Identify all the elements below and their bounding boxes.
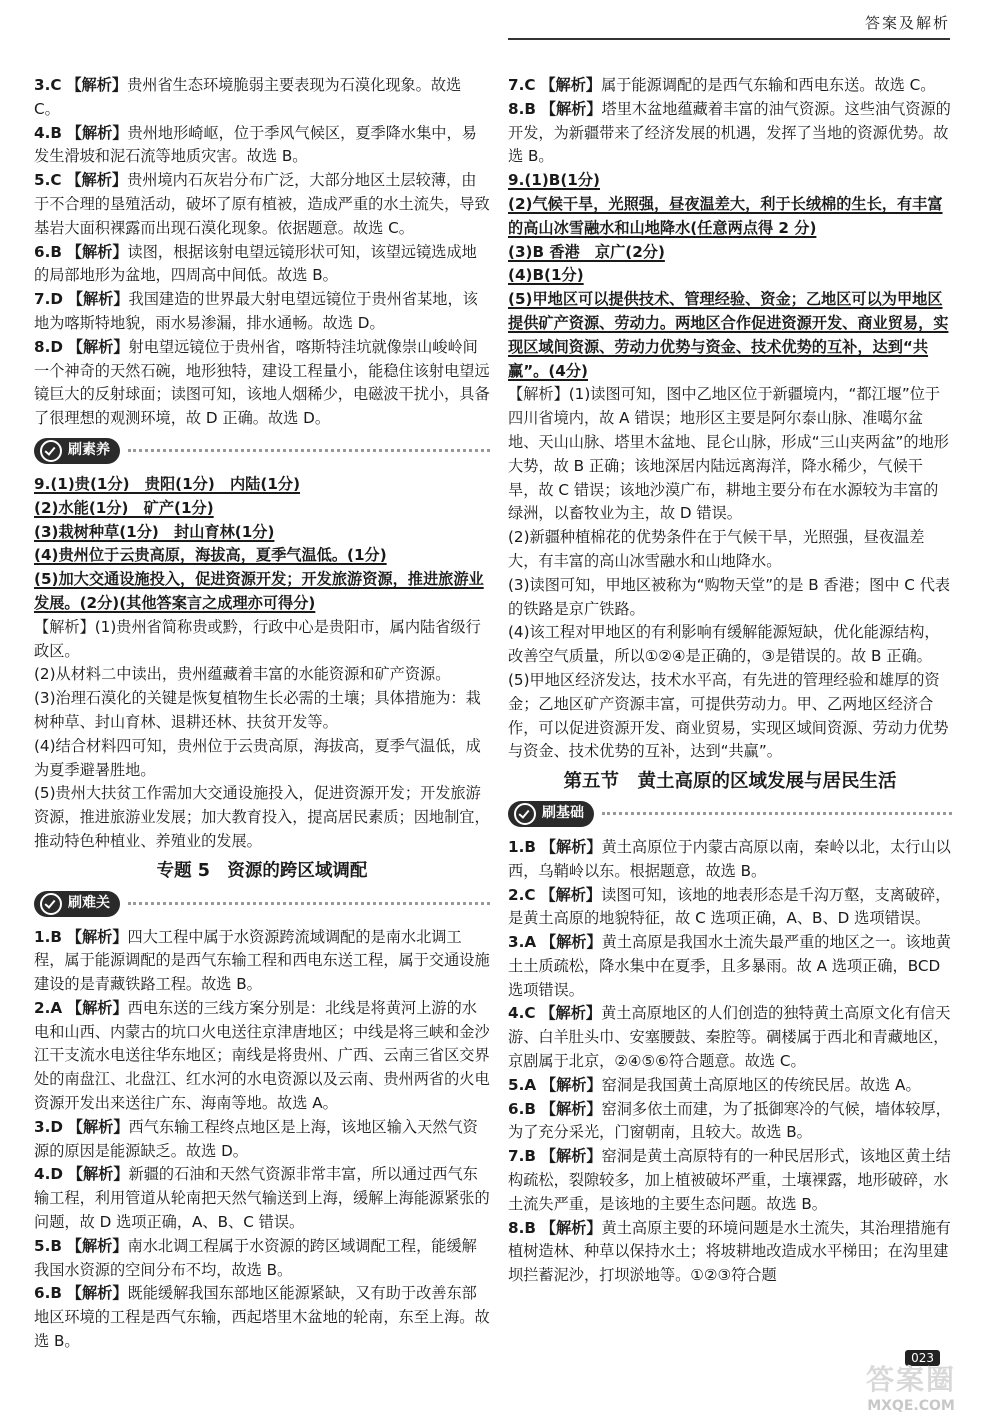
answer-line [508,264,952,288]
answer-number: 6.B [508,1099,536,1118]
answer-number: 1.B [508,837,536,856]
answer-text: 西电东送的三线方案分别是：北线是将黄河上游的水电和山西、内蒙古的坑口火电送往京津唐地区；中线是将三峡和金沙江干支流水电送往华东地区；南线是将贵州、广西、云南三省区交界处的南盘江、北盘江、红水河的水电资源以及云南、贵州两省的火电资源开发出来送往广东、海南等地。故选 A。 [34,998,490,1113]
analysis-tag: 【解析】 [540,1218,602,1237]
topic-5-title: 专题 5 资源的跨区域调配 [156,860,368,881]
answer-text: 窑洞是黄土高原特有的一种民居形式，该地区黄土结构疏松，裂隙较多，加上植被破坏严重，土壤裸露，地形破碎，水土流失严重，是该地的主要生态问题。故选 B。 [508,1147,951,1213]
watermark-logo [836,1358,986,1418]
analysis-tag: 【解析】 [540,837,602,856]
analysis-tag: 【解析】 [66,1284,128,1303]
watermark-text: 答案圈 [865,1363,956,1396]
answer-item [508,1074,952,1098]
answer-text: 贵州地形崎岖，位于季风气候区，夏季降水集中，易发生滑坡和泥石流等地质灾害。故选 B。 [34,123,477,166]
dotted-divider [128,449,490,452]
answer-item [508,884,952,932]
underlined-answer: (5)甲地区可以提供技术、管理经验、资金；乙地区可以为甲地区提供矿产资源、劳动力。两地区合作促进资源开发、商业贸易，实现区域间资源、劳动力优势与资金、技术优势的互补，达到“共赢”。(4分) [508,290,949,380]
answer-item [508,836,952,884]
answer-text: 既能缓解我国东部地区能源紧缺，又有助于改善东部地区环境的工程是西气东输，西起塔里木盆地的轮南，东至上海。故选 B。 [34,1284,490,1351]
analysis-tag: 【解析】 [540,1147,602,1166]
answer-number: 5.B [34,1236,62,1255]
answer-text: 属于能源调配的是西气东输和西电东送。故选 C。 [601,76,936,94]
underlined-answer: (2)气候干旱，光照强，昼夜温差大，利于长绒棉的生长，有丰富的高山冰雪融水和山地降水(任意两点得 2 分) [508,194,943,237]
analysis-tag: 【解析】 [66,998,128,1017]
analysis-tag: 【解析】 [66,123,128,142]
answer-line [508,169,952,193]
answer-text: 塔里木盆地蕴藏着丰富的油气资源。这些油气资源的开发，为新疆带来了经济发展的机遇，发挥了当地的资源优势。故选 B。 [508,99,951,166]
answer-text: 黄土高原位于内蒙古高原以南，秦岭以北，太行山以西，乌鞘岭以东。根据题意，故选 B。 [508,837,951,880]
underlined-answer: (3)栽树种草(1分) 封山育林(1分) [34,522,275,541]
analysis-tag: 【解析】 [540,76,602,94]
answer-number: 1.B [34,927,62,946]
analysis-paragraph: (3)读图可知，甲地区被称为“购物天堂”的是 B 香港；图中 C 代表的铁路是京广铁路。 [508,575,951,618]
analysis-paragraph: (4)结合材料四可知，贵州位于云贵高原，海拔高，夏季气温低，成为夏季避暑胜地。 [34,736,481,779]
analysis-tag: 【解析】 [67,1165,129,1184]
answer-text: 贵州境内石灰岩分布广泛，大部分地区土层较薄，由于不合理的垦殖活动，破坏了原有植被，造成严重的水土流失，导致基岩大面积裸露而出现石漠化现象。依据题意。故选 C。 [34,171,490,237]
analysis-tag: 【解析】 [540,1075,602,1094]
analysis-paragraph: 【解析】(1)读图可知，图中乙地区位于新疆境内，“都江堰”位于四川省境内，故 A 错误；地形区主要是阿尔泰山脉、准噶尔盆地、天山山脉、塔里木盆地、昆仑山脉，形成“三山夹两盆”的地形大势，故 B 正确；该地深居内陆远离海洋，降水稀少，气候干旱，故 C 错误；该地沙漠广布，耕地主要分布在水源较为丰富的绿洲，以畜牧业为主，故 D 错误。 [508,385,949,523]
answer-item [34,1235,490,1283]
answer-text: 贵州省生态环境脆弱主要表现为石漠化现象。故选 C。 [34,76,462,118]
question-9-right [508,169,952,764]
section-5-title: 第五节 黄土高原的区域发展与居民生活 [563,771,897,793]
topic-5-answer-list [34,926,490,1354]
answer-text: 西气东输工程终点地区是上海，该地区输入天然气资源的原因是能源缺乏。故选 D。 [34,1117,478,1160]
underlined-answer: (5)加大交通设施投入，促进资源开发；开发旅游资源，推进旅游业发展。(2分)(其他答案言之成理亦可得分) [34,570,484,612]
badge-pill [34,438,120,464]
answer-number: 8.B [508,99,536,118]
check-icon [514,803,536,825]
answer-item [34,926,490,997]
answer-item [34,74,490,122]
badge-label: 刷基础 [542,805,584,821]
answer-line [34,521,490,545]
answer-number: 7.D [34,290,63,309]
answer-text: 射电望远镜位于贵州省，喀斯特洼坑就像崇山峻岭间一个神奇的天然石碗，地形独特，建设工程量小，能稳住该射电望远镜巨大的反射球面；读图可知，该地人烟稀少，电磁波干扰小，具备了很理想的观测环境，故 D 正确。故选 D。 [34,337,490,428]
check-icon [40,893,62,915]
answer-item [34,169,490,240]
answer-number: 2.A [34,998,63,1017]
underlined-answer: (2)水能(1分) 矿产(1分) [34,498,214,517]
answer-line [508,193,952,241]
answer-number: 2.C [508,885,536,904]
answer-text: 黄土高原是我国水土流失最严重的地区之一。该地黄土土质疏松，降水集中在夏季，且多暴雨。故 A 选项正确，BCD 选项错误。 [508,933,951,999]
answer-line [34,473,490,497]
analysis-paragraph: (2)从材料二中读出，贵州蕴藏着丰富的水能资源和矿产资源。 [34,665,451,684]
answer-item [508,1145,952,1216]
analysis-tag: 【解析】 [540,99,602,118]
underlined-answer: (4)贵州位于云贵高原，海拔高，夏季气温低。(1分) [34,546,387,565]
answer-text: 四大工程中属于水资源跨流域调配的是南水北调工程，属于能源调配的是西气东输工程和西电东送工程，属于交通设施建设的是青藏铁路工程。故选 B。 [34,927,490,994]
dotted-divider [602,812,952,815]
answer-line [508,241,952,265]
answer-number: 3.C [34,76,62,94]
answer-number: 4.B [34,123,62,142]
answer-item [508,1002,952,1073]
analysis-paragraph: 【解析】(1)贵州省简称贵或黔，行政中心是贵阳市，属内陆省级行政区。 [34,617,481,660]
analysis-tag: 【解析】 [67,337,129,356]
answer-text: 窑洞多依土而建，为了抵御寒冷的气候，墙体较厚，为了充分采光，门窗朝南，且较大。故选 B。 [508,1099,951,1142]
analysis-tag: 【解析】 [66,242,128,261]
answer-number: 5.A [508,1075,537,1094]
badge-pill [34,891,120,917]
answer-number: 7.B [508,1147,536,1166]
underlined-answer: (4)B(1分) [508,266,584,285]
answer-text: 读图可知，该地的地表形态是千沟万壑，支离破碎，是黄土高原的地貌特征，故 C 选项正确，A、B、D 选项错误。 [508,885,951,928]
answer-text: 窑洞是我国黄土高原地区的传统民居。故选 A。 [601,1075,921,1094]
analysis-paragraph: (5)贵州大扶贫工作需加大交通设施投入，促进资源开发；开发旅游资源，推进旅游业发展；加大教育投入，提高居民素质；因地制宜，推动特色种植业、养殖业的发展。 [34,784,490,850]
answer-number: 4.C [508,1004,536,1023]
answer-number: 3.A [508,933,537,952]
analysis-tag: 【解析】 [67,1117,129,1136]
analysis-tag: 【解析】 [540,1004,602,1023]
answer-item [508,98,952,169]
answer-number: 5.C [34,171,62,190]
answer-text: 读图，根据该射电望远镜形状可知，该望远镜选成地的局部地形为盆地，四周高中间低。故选 B。 [34,242,477,285]
answer-item [34,336,490,431]
left-column [34,74,490,1354]
answer-text: 黄土高原地区的人们创造的独特黄土高原文化有信天游、白羊肚头巾、安塞腰鼓、秦腔等。碉楼属于西北和青藏地区，京剧属于北京，②④⑤⑥符合题意。故选 C。 [508,1004,951,1071]
right-answer-list [508,74,952,169]
answer-number: 8.D [34,337,63,356]
check-icon [40,440,62,462]
analysis-tag: 【解析】 [540,885,602,904]
analysis-tag: 【解析】 [66,171,128,190]
left-answer-list [34,74,490,431]
dotted-divider [128,902,490,905]
analysis-paragraph: (3)治理石漠化的关键是恢复植物生长必需的土壤；具体措施为：栽树种草、封山育林、退耕还林、扶贫开发等。 [34,689,481,731]
badge-shua-nanguan [34,888,490,920]
answer-number: 3.D [34,1117,63,1136]
answer-line [34,568,490,616]
badge-pill [508,801,594,827]
answer-number: 8.B [508,1218,536,1237]
answer-number: 7.C [508,76,536,94]
answer-item [508,74,952,98]
analysis-paragraph: (2)新疆种植棉花的优势条件在于气候干旱，光照强，昼夜温差大，有丰富的高山冰雪融水和山地降水。 [508,528,925,570]
answer-item [508,1098,952,1146]
section-5-answer-list [508,836,952,1288]
badge-shua-suyang [34,435,490,467]
analysis-tag: 【解析】 [540,1099,602,1118]
page-number: 023 [905,1350,940,1366]
answer-line [508,288,952,383]
underlined-answer: 9.(1)B(1分) [508,171,601,190]
badge-shua-jichu [508,798,952,830]
answer-number: 4.D [34,1165,63,1184]
analysis-tag: 【解析】 [540,933,602,952]
answer-line [34,497,490,521]
analysis-paragraph: (5)甲地区经济发达，技术水平高，有先进的管理经验和雄厚的资金；乙地区矿产资源丰富，可提供劳动力。甲、乙两地区经济合作，可以促进资源开发、商业贸易，实现区域间资源、劳动力优势与资金、技术优势的互补，达到“共赢”。 [508,670,949,761]
answer-text: 黄土高原主要的环境问题是水土流失，其治理措施有植树造林、种草以保持水土；将坡耕地改造成水平梯田；在沟里建坝拦蓄泥沙，打坝淤地等。①②③符合题 [508,1218,951,1285]
right-column [508,74,952,1288]
answer-item [34,997,490,1116]
answer-text: 新疆的石油和天然气资源非常丰富，所以通过西气东输工程，利用管道从轮南把天然气输送到上海，缓解上海能源紧张的问题，故 D 选项正确，A、B、C 错误。 [34,1165,490,1232]
answer-number: 6.B [34,242,62,261]
analysis-tag: 【解析】 [66,1236,128,1255]
answer-text: 南水北调工程属于水资源的跨区域调配工程，能缓解我国水资源的空间分布不均，故选 B。 [34,1236,477,1279]
question-9-left [34,473,490,854]
answer-item [34,241,490,289]
answer-item [34,122,490,170]
underlined-answer: (3)B 香港 京广(2分) [508,242,665,261]
answer-item [34,1282,490,1353]
answer-item [34,1163,490,1234]
answer-item [508,931,952,1002]
answer-item [34,288,490,336]
badge-label: 刷素养 [68,442,110,459]
answer-item [508,1217,952,1288]
answer-number: 6.B [34,1284,62,1303]
underlined-answer: 9.(1)贵(1分) 贵阳(1分) 内陆(1分) [34,474,301,493]
badge-label: 刷难关 [68,894,110,911]
answer-text: 我国建造的世界最大射电望远镜位于贵州省某地，该地为喀斯特地貌，雨水易渗漏，排水通畅。故选 D。 [34,290,478,332]
analysis-tag: 【解析】 [66,927,128,946]
analysis-paragraph: (4)该工程对甲地区的有利影响有缓解能源短缺，优化能源结构，改善空气质量，所以①②④是正确的，③是错误的。故 B 正确。 [508,623,940,666]
watermark-url: MXQE.COM [867,1398,955,1414]
answer-line [34,544,490,568]
page-header: 答案及解析 [864,14,950,32]
analysis-tag: 【解析】 [66,76,128,94]
header-rule [508,38,950,40]
answer-item [34,1116,490,1164]
analysis-tag: 【解析】 [67,290,129,309]
